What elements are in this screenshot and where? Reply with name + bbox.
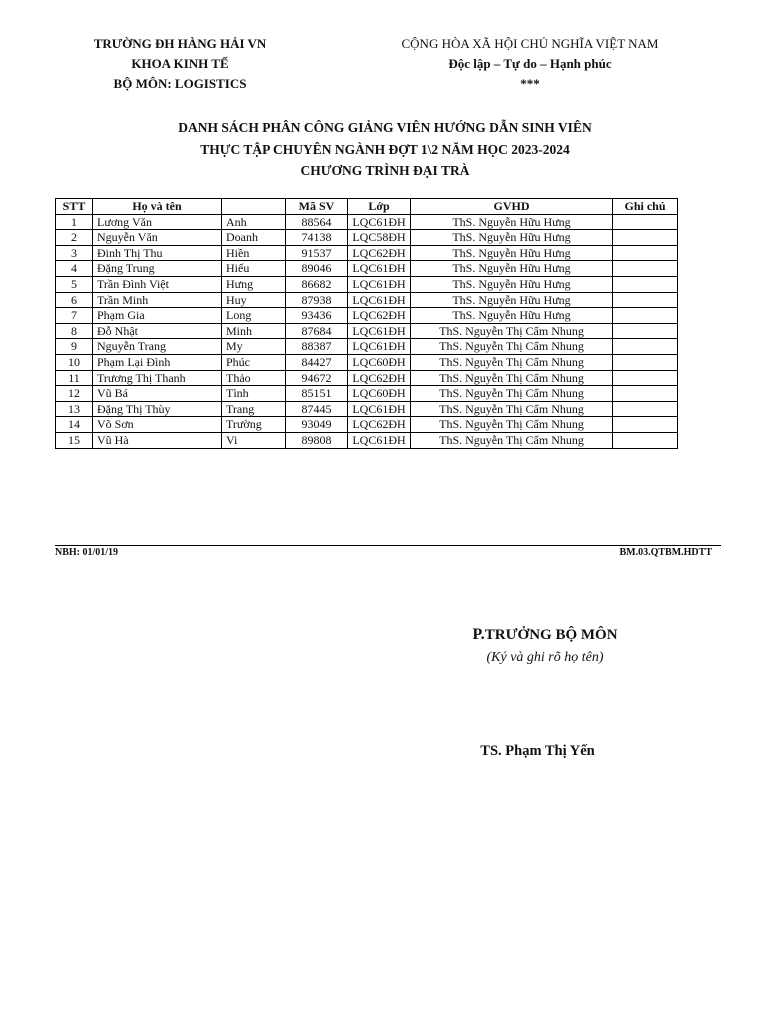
column-header: [222, 199, 286, 215]
cell-surname: Đặng Thị Thùy: [93, 401, 222, 417]
cell-surname: Đinh Thị Thu: [93, 245, 222, 261]
cell-note: [613, 354, 678, 370]
cell-note: [613, 370, 678, 386]
table-row: [56, 261, 678, 277]
cell-stt: 3: [56, 245, 93, 261]
cell-given-name: Doanh: [222, 230, 286, 246]
cell-class: LQC62ĐH: [348, 308, 411, 324]
motto-separator: ***: [520, 76, 540, 91]
cell-note: [613, 308, 678, 324]
cell-note: [613, 339, 678, 355]
cell-class: LQC61ĐH: [348, 276, 411, 292]
cell-student-id: 89046: [286, 261, 348, 277]
footer-form-code: BM.03.QTBM.HDTT: [619, 547, 712, 558]
cell-stt: 11: [56, 370, 93, 386]
header-right: [385, 34, 675, 94]
signature-title: [440, 624, 650, 646]
cell-note: [613, 432, 678, 448]
cell-student-id: 89808: [286, 432, 348, 448]
cell-student-id: 74138: [286, 230, 348, 246]
faculty-name: KHOA KINH TẾ: [131, 56, 229, 71]
cell-supervisor: ThS. Nguyễn Thị Cẩm Nhung: [411, 370, 613, 386]
cell-supervisor: ThS. Nguyễn Hữu Hưng: [411, 276, 613, 292]
cell-class: LQC61ĐH: [348, 323, 411, 339]
cell-class: LQC60ĐH: [348, 386, 411, 402]
cell-supervisor: ThS. Nguyễn Thị Cẩm Nhung: [411, 401, 613, 417]
signature-title-initial: P.: [472, 626, 485, 643]
table-row: [56, 401, 678, 417]
cell-supervisor: ThS. Nguyễn Hữu Hưng: [411, 261, 613, 277]
cell-given-name: Vi: [222, 432, 286, 448]
cell-supervisor: ThS. Nguyễn Thị Cẩm Nhung: [411, 323, 613, 339]
column-header: Ghi chú: [613, 199, 678, 215]
cell-class: LQC58ĐH: [348, 230, 411, 246]
cell-class: LQC60ĐH: [348, 354, 411, 370]
cell-class: LQC61ĐH: [348, 261, 411, 277]
document-title: [60, 117, 710, 182]
footer-divider: [55, 545, 721, 546]
cell-surname: Vũ Hà: [93, 432, 222, 448]
cell-stt: 8: [56, 323, 93, 339]
signature-block: [440, 624, 650, 670]
column-header: GVHD: [411, 199, 613, 215]
table-row: [56, 292, 678, 308]
cell-note: [613, 417, 678, 433]
cell-stt: 5: [56, 276, 93, 292]
cell-note: [613, 245, 678, 261]
cell-given-name: Huy: [222, 292, 286, 308]
cell-supervisor: ThS. Nguyễn Hữu Hưng: [411, 245, 613, 261]
cell-surname: Phạm Lại Đình: [93, 354, 222, 370]
title-line-1: DANH SÁCH PHÂN CÔNG GIẢNG VIÊN HƯỚNG DẪN SINH VIÊN: [178, 120, 592, 135]
cell-note: [613, 276, 678, 292]
signatory-name: TS. Phạm Thị Yến: [480, 743, 595, 759]
column-header: STT: [56, 199, 93, 215]
cell-stt: 2: [56, 230, 93, 246]
cell-student-id: 93436: [286, 308, 348, 324]
cell-given-name: Long: [222, 308, 286, 324]
cell-surname: Đặng Trung: [93, 261, 222, 277]
cell-given-name: Anh: [222, 214, 286, 230]
cell-student-id: 85151: [286, 386, 348, 402]
cell-note: [613, 401, 678, 417]
cell-stt: 6: [56, 292, 93, 308]
cell-student-id: 86682: [286, 276, 348, 292]
cell-class: LQC62ĐH: [348, 417, 411, 433]
cell-note: [613, 292, 678, 308]
cell-stt: 14: [56, 417, 93, 433]
cell-supervisor: ThS. Nguyễn Hữu Hưng: [411, 214, 613, 230]
cell-class: LQC61ĐH: [348, 339, 411, 355]
cell-stt: 4: [56, 261, 93, 277]
table-row: [56, 354, 678, 370]
cell-stt: 13: [56, 401, 93, 417]
cell-surname: Trương Thị Thanh: [93, 370, 222, 386]
table-header-row: [56, 199, 678, 215]
cell-given-name: Minh: [222, 323, 286, 339]
title-line-3: CHƯƠNG TRÌNH ĐẠI TRÀ: [300, 163, 470, 178]
table-row: [56, 432, 678, 448]
cell-supervisor: ThS. Nguyễn Hữu Hưng: [411, 292, 613, 308]
cell-class: LQC61ĐH: [348, 432, 411, 448]
table-row: [56, 386, 678, 402]
cell-supervisor: ThS. Nguyễn Thị Cẩm Nhung: [411, 432, 613, 448]
cell-student-id: 87445: [286, 401, 348, 417]
column-header: Lớp: [348, 199, 411, 215]
cell-student-id: 88564: [286, 214, 348, 230]
column-header: Mã SV: [286, 199, 348, 215]
table-row: [56, 245, 678, 261]
national-title: CỘNG HÒA XÃ HỘI CHỦ NGHĨA VIỆT NAM: [401, 36, 659, 51]
cell-class: LQC62ĐH: [348, 245, 411, 261]
cell-stt: 10: [56, 354, 93, 370]
signature-note: (Ký và ghi rõ họ tên): [486, 650, 604, 665]
cell-student-id: 94672: [286, 370, 348, 386]
cell-note: [613, 230, 678, 246]
table-row: [56, 230, 678, 246]
cell-stt: 7: [56, 308, 93, 324]
cell-student-id: 87938: [286, 292, 348, 308]
cell-class: LQC61ĐH: [348, 214, 411, 230]
student-assignment-table: [55, 198, 678, 449]
cell-surname: Trần Đình Việt: [93, 276, 222, 292]
cell-surname: Đỗ Nhật: [93, 323, 222, 339]
cell-stt: 15: [56, 432, 93, 448]
table-row: [56, 417, 678, 433]
cell-given-name: Hưng: [222, 276, 286, 292]
table-row: [56, 370, 678, 386]
cell-surname: Lương Văn: [93, 214, 222, 230]
cell-surname: Vũ Bá: [93, 386, 222, 402]
cell-stt: 12: [56, 386, 93, 402]
cell-student-id: 88387: [286, 339, 348, 355]
footer-issue-date: NBH: 01/01/19: [55, 547, 119, 558]
table-body: [56, 214, 678, 448]
cell-note: [613, 261, 678, 277]
cell-note: [613, 214, 678, 230]
cell-surname: Nguyễn Trang: [93, 339, 222, 355]
header-left: [60, 34, 300, 94]
cell-student-id: 91537: [286, 245, 348, 261]
column-header: Họ và tên: [93, 199, 222, 215]
cell-given-name: Thảo: [222, 370, 286, 386]
cell-surname: Trần Minh: [93, 292, 222, 308]
cell-given-name: Hiền: [222, 245, 286, 261]
cell-surname: Võ Sơn: [93, 417, 222, 433]
cell-given-name: Phúc: [222, 354, 286, 370]
cell-surname: Nguyễn Văn: [93, 230, 222, 246]
cell-given-name: My: [222, 339, 286, 355]
cell-student-id: 87684: [286, 323, 348, 339]
table-row: [56, 339, 678, 355]
department-name: BỘ MÔN: LOGISTICS: [113, 76, 247, 91]
cell-stt: 1: [56, 214, 93, 230]
cell-surname: Phạm Gia: [93, 308, 222, 324]
cell-class: LQC62ĐH: [348, 370, 411, 386]
cell-class: LQC61ĐH: [348, 401, 411, 417]
cell-supervisor: ThS. Nguyễn Thị Cẩm Nhung: [411, 339, 613, 355]
cell-stt: 9: [56, 339, 93, 355]
cell-given-name: Trang: [222, 401, 286, 417]
cell-supervisor: ThS. Nguyễn Thị Cẩm Nhung: [411, 386, 613, 402]
cell-supervisor: ThS. Nguyễn Thị Cẩm Nhung: [411, 354, 613, 370]
table-row: [56, 308, 678, 324]
national-motto: Độc lập – Tự do – Hạnh phúc: [448, 56, 612, 71]
cell-note: [613, 323, 678, 339]
cell-student-id: 93049: [286, 417, 348, 433]
cell-student-id: 84427: [286, 354, 348, 370]
table-row: [56, 323, 678, 339]
cell-supervisor: ThS. Nguyễn Thị Cẩm Nhung: [411, 417, 613, 433]
title-line-2: THỰC TẬP CHUYÊN NGÀNH ĐỢT 1\2 NĂM HỌC 2023-2024: [200, 141, 570, 157]
cell-note: [613, 386, 678, 402]
cell-supervisor: ThS. Nguyễn Hữu Hưng: [411, 308, 613, 324]
cell-supervisor: ThS. Nguyễn Hữu Hưng: [411, 230, 613, 246]
cell-class: LQC61ĐH: [348, 292, 411, 308]
table-row: [56, 276, 678, 292]
cell-given-name: Tình: [222, 386, 286, 402]
table-row: [56, 214, 678, 230]
cell-given-name: Trường: [222, 417, 286, 433]
cell-given-name: Hiếu: [222, 261, 286, 277]
signature-title-text: TRƯỞNG BỘ MÔN: [484, 627, 618, 643]
university-name: TRƯỜNG ĐH HÀNG HẢI VN: [93, 36, 267, 51]
